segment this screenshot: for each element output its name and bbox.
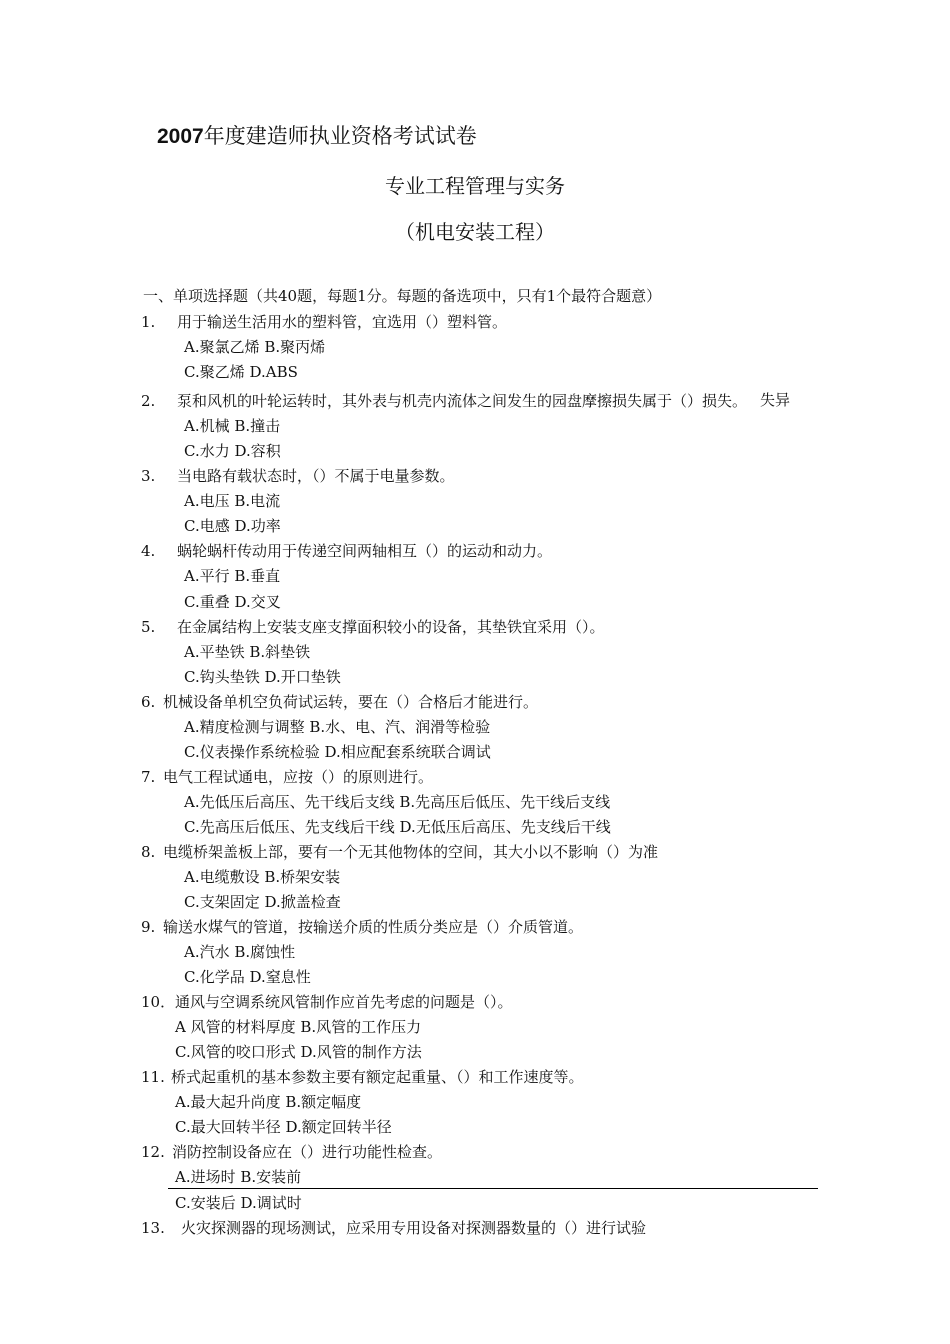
question-3 xyxy=(141,465,455,486)
question-1-options-ab: A.聚氯乙烯 B.聚丙烯 xyxy=(184,338,326,356)
question-1 xyxy=(141,311,507,332)
question-text: 在金属结构上安装支座支撑面积较小的设备，其垫铁宜采用（）。 xyxy=(177,618,605,636)
question-4-options-ab: A.平行 B.垂直 xyxy=(184,567,281,585)
question-text: 消防控制设备应在（）进行功能性检查。 xyxy=(172,1143,443,1161)
question-text: 机械设备单机空负荷试运转，要在（）合格后才能进行。 xyxy=(163,693,539,711)
question-10-options-ab: A 风管的材料厚度 B.风管的工作压力 xyxy=(175,1018,422,1036)
question-7-options-cd: C.先高压后低压、先支线后干线 D.无低压后高压、先支线后干线 xyxy=(184,818,611,836)
question-text: 泵和风机的叶轮运转时，其外表与机壳内流体之间发生的园盘摩擦损失属于（）损失。 xyxy=(177,392,748,410)
question-9-options-ab: A.汽水 B.腐蚀性 xyxy=(184,943,296,961)
question-12 xyxy=(141,1141,442,1162)
question-number: 10． xyxy=(141,993,176,1011)
exam-year: 2007 xyxy=(157,125,204,148)
question-text: 电气工程试通电，应按（）的原则进行。 xyxy=(163,768,434,786)
question-number: 5. xyxy=(141,618,156,636)
question-2-overflow-text: 失异 xyxy=(760,391,791,409)
question-12-options-cd: C.安装后 D.调试时 xyxy=(175,1194,302,1212)
question-13 xyxy=(141,1217,646,1238)
question-5-options-ab: A.平垫铁 B.斜垫铁 xyxy=(184,643,311,661)
question-2-options-ab: A.机械 B.撞击 xyxy=(184,417,281,435)
exam-title-text: 年度建造师执业资格考试试卷 xyxy=(203,124,477,148)
question-number: 4. xyxy=(141,542,156,560)
question-12-options-ab: A.进场时 B.安装前 xyxy=(175,1168,302,1186)
question-3-options-cd: C.电感 D.功率 xyxy=(184,517,281,535)
question-9 xyxy=(141,916,583,937)
question-number: 2. xyxy=(141,392,156,410)
question-text: 用于输送生活用水的塑料管，宜选用（）塑料管。 xyxy=(177,313,508,331)
question-8-options-cd: C.支架固定 D.掀盖检查 xyxy=(184,893,341,911)
question-6 xyxy=(141,691,538,712)
question-3-options-ab: A.电压 B.电流 xyxy=(184,492,281,510)
section-heading: 一、单项选择题（共40题，每题1分。每题的备选项中，只有1个最符合题意） xyxy=(143,287,662,305)
question-8-options-ab: A.电缆敷设 B.桥架安装 xyxy=(184,868,341,886)
question-text: 电缆桥架盖板上部，要有一个无其他物体的空间，其大小以不影响（）为准 xyxy=(163,843,659,861)
subject-title: 专业工程管理与实务 xyxy=(385,174,565,198)
question-number: 9. xyxy=(141,918,156,936)
question-text: 火灾探测器的现场测试，应采用专用设备对探测器数量的（）进行试验 xyxy=(181,1219,647,1237)
question-2-options-cd: C.水力 D.容积 xyxy=(184,442,281,460)
question-number: 13. xyxy=(141,1219,165,1237)
question-11-options-ab: A.最大起升尚度 B.额定幅度 xyxy=(175,1093,362,1111)
question-number: 3. xyxy=(141,467,156,485)
question-number: 1. xyxy=(141,313,156,331)
question-text: 当电路有载状态时，（）不属于电量参数。 xyxy=(177,467,455,485)
question-7 xyxy=(141,766,433,787)
question-11 xyxy=(141,1066,584,1087)
question-5 xyxy=(141,616,605,637)
question-7-options-ab: A.先低压后高压、先干线后支线 B.先高压后低压、先干线后支线 xyxy=(184,793,611,811)
question-text: 输送水煤气的管道，按输送介质的性质分类应是（）介质管道。 xyxy=(163,918,584,936)
question-number: 11. xyxy=(141,1068,165,1086)
question-6-options-ab: A.精度检测与调整 B.水、电、汽、润滑等检验 xyxy=(184,718,491,736)
question-11-options-cd: C.最大回转半径 D.额定回转半径 xyxy=(175,1118,392,1136)
subject-subtitle: （机电安装工程） xyxy=(395,220,555,244)
question-text: 桥式起重机的基本参数主要有额定起重量、（）和工作速度等。 xyxy=(171,1068,584,1086)
question-9-options-cd: C.化学品 D.窒息性 xyxy=(184,968,311,986)
question-number: 6. xyxy=(141,693,156,711)
question-5-options-cd: C.钩头垫铁 D.开口垫铁 xyxy=(184,668,341,686)
question-8 xyxy=(141,841,658,862)
question-text: 通风与空调系统风管制作应首先考虑的问题是（）。 xyxy=(175,993,513,1011)
question-4 xyxy=(141,540,552,561)
question-10-options-cd: C.风管的咬口形式 D.风管的制作方法 xyxy=(175,1043,422,1061)
question-text: 蜗轮蜗杆传动用于传递空间两轴相互（）的运动和动力。 xyxy=(177,542,553,560)
question-6-options-cd: C.仪表操作系统检验 D.相应配套系统联合调试 xyxy=(184,743,491,761)
horizontal-rule xyxy=(168,1188,818,1189)
question-10 xyxy=(141,991,513,1012)
question-number: 7. xyxy=(141,768,156,786)
question-number: 12. xyxy=(141,1143,165,1161)
question-1-options-cd: C.聚乙烯 D.ABS xyxy=(184,363,298,381)
question-2 xyxy=(141,390,759,411)
question-4-options-cd: C.重叠 D.交叉 xyxy=(184,593,281,611)
exam-title xyxy=(157,120,477,150)
question-number: 8. xyxy=(141,843,156,861)
